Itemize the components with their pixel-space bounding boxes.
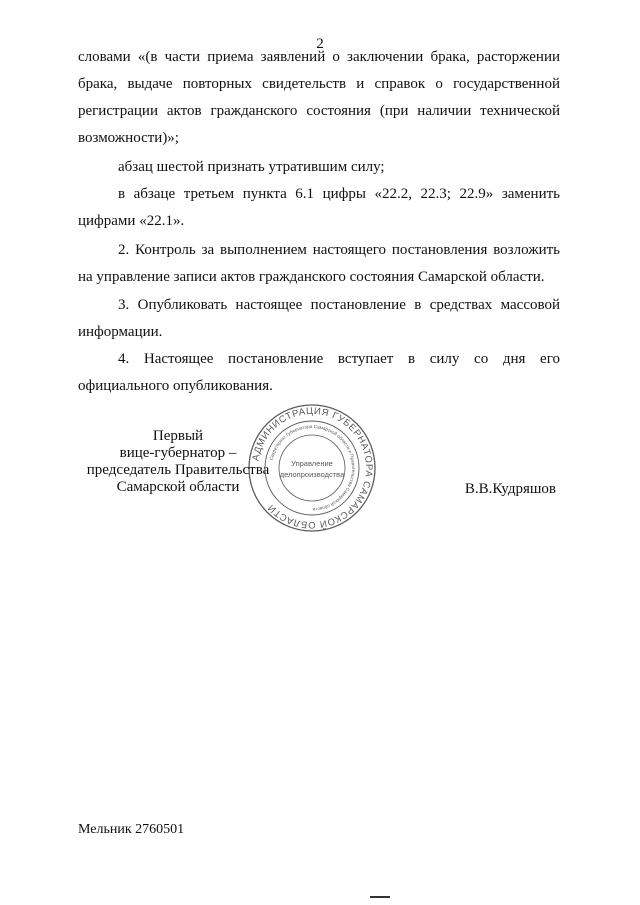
body-line-9: на управление записи актов гражданского состояния Самарской области.	[78, 269, 545, 285]
signatory-title-line-3: председатель Правительства	[86, 462, 270, 478]
body-line-12: 4. Настоящее постановление вступает в силу со дня его	[118, 351, 560, 367]
body-line-1: словами «(в части приема заявлений о заключении брака, расторжении	[78, 49, 560, 65]
body-line-11: информации.	[78, 324, 163, 340]
body-line-5: абзац шестой признать утратившим силу;	[118, 159, 385, 175]
stamp-center-line-1: Управление	[291, 459, 333, 468]
body-line-13: официального опубликования.	[78, 378, 273, 394]
scan-artifact	[370, 896, 390, 898]
body-line-7: цифрами «22.1».	[78, 213, 185, 229]
page-number: 2	[316, 36, 324, 52]
body-line-4: возможности)»;	[78, 130, 179, 146]
official-seal-stamp	[247, 403, 377, 533]
body-line-10: 3. Опубликовать настоящее постановление в средствах массовой	[118, 297, 560, 313]
body-line-2: брака, выдаче повторных свидетельств и справок о государственной	[78, 76, 560, 92]
body-line-8: 2. Контроль за выполнением настоящего постановления возложить	[118, 242, 560, 258]
executor-note: Мельник 2760501	[78, 822, 185, 837]
signer-name: В.В.Кудряшов	[464, 481, 556, 497]
body-line-3: регистрации актов гражданского состояния (при наличии технической	[78, 103, 560, 119]
body-line-6: в абзаце третьем пункта 6.1 цифры «22.2, 22.3; 22.9» заменить	[118, 186, 560, 202]
stamp-center-line-2: делопроизводства	[279, 470, 345, 479]
stamp-outer-text: АДМИНИСТРАЦИЯ ГУБЕРНАТОРА САМАРСКОЙ ОБЛАСТИ	[250, 405, 375, 531]
signatory-title-line-1: Первый	[152, 428, 204, 444]
stamp-inner-ring-text: Секретариат Губернатора Самарской области и Правительства Самарской области	[268, 423, 357, 513]
signatory-title-line-2: вице-губернатор –	[119, 445, 237, 461]
signatory-title-line-4: Самарской области	[116, 479, 240, 495]
